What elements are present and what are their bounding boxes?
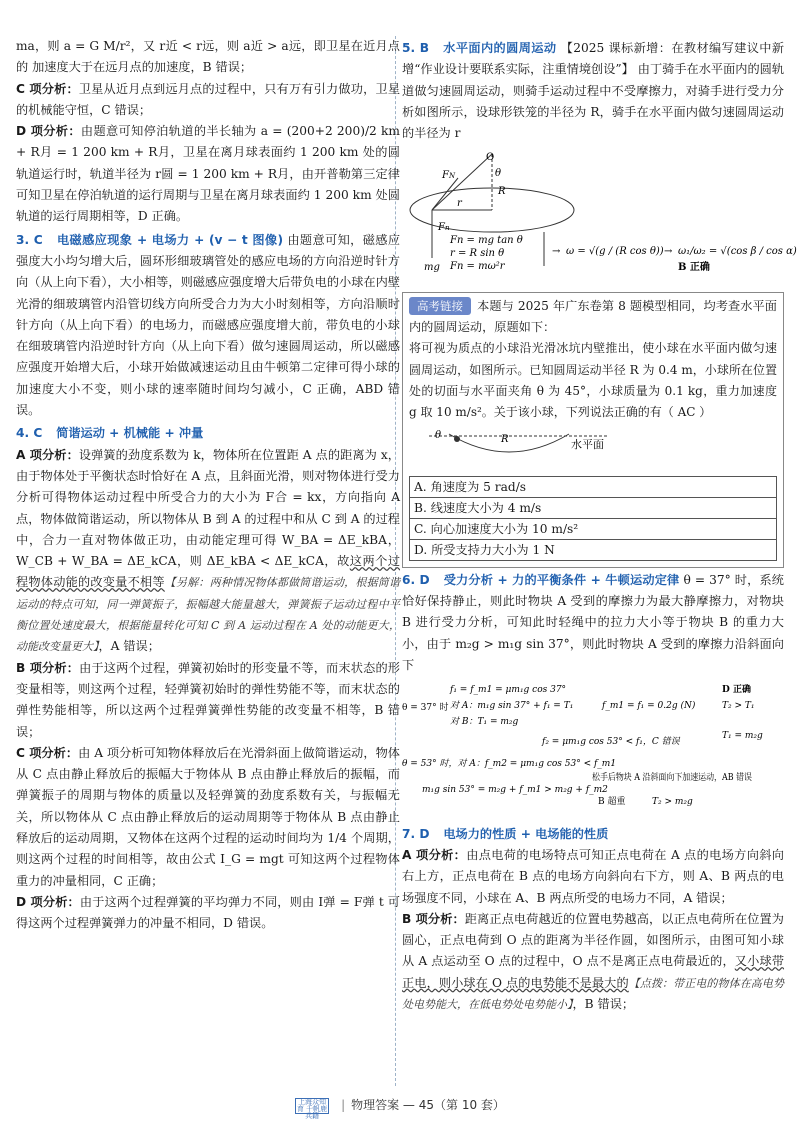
q5-number: 5. B	[402, 41, 430, 55]
q5-title: 水平面内的圆周运动	[443, 41, 557, 55]
q6-eq-h: B 超重	[598, 797, 626, 808]
q6-eq-b: 对 A：m₁g sin 37° + f₁ = T₁	[450, 701, 574, 712]
q5-tag: 【2025 课标新增：在教材编写建议中新增“作业设计要联系实际，注重情境创设”】	[402, 41, 785, 77]
q7-header	[402, 824, 784, 845]
q6-header	[402, 570, 784, 676]
q4-a-handwritten-note: 【另解：两种情况物体都做简谐运动，根据简谐运动的特点可知，同一弹簧振子，振幅越大能量越大，弹簧振子运动过程中平衡位置处速度最大，根据能量转化可知 C 到 A 运动过程在 A 处的动能更大，动能改变量更大】	[16, 576, 400, 654]
left-d-analysis: D 项分析：由题意可知停泊轨道的半长轴为 a = (200+2 200)/2 km + R月 = 1 200 km + R月，卫星在离月球表面约 1 200 km 处的圆轨道运行时，轨道半径为 r圆 = 1 200 km + R月，由开普勒第三定律可知卫星在停泊轨道的运行周期与卫星在离月球表面约 1 200 km 处圆轨道的运行周期相等，D 正确。	[16, 124, 400, 224]
q7-title: 电场力的性质 + 电场能的性质	[443, 826, 609, 841]
left-c-analysis: C 项分析：卫星从近月点到远月点的过程中，只有万有引力做功，卫星的机械能守恒，C 错误；	[16, 81, 401, 117]
q5-eq3: Fn = mω²r	[450, 261, 505, 273]
q6-eq-k: T₂ > T₁	[722, 701, 755, 712]
left-para-1: ma，则 a = G M/r²，又 r近 < r远，则 a近 > a远，即卫星在近月点的 加速度大于在远月点的加速度，B 错误；	[16, 39, 400, 75]
q5-text: 由丁骑手在水平面内的圆轨道做匀速圆周运动，则骑手运动过程中不受摩擦力，对骑手进行受力分析如图所示，设球形铁笼的半径为 R，骑手在水平面内做匀速圆周运动的半径为 r	[402, 62, 785, 141]
right-column	[402, 36, 797, 1015]
left-column	[16, 36, 400, 934]
q4-a-underline: 这两个过程物体动能的改变量不相等	[16, 554, 401, 590]
q6-eq-d: f_m1 = f₁ = 0.2g (N)	[602, 701, 696, 712]
label-theta: θ	[495, 168, 502, 180]
q3-header	[16, 230, 400, 422]
q6-eq-e: f₂ = μm₁g cos 53° < f₁，C 错误	[542, 737, 680, 748]
q7-b-analysis: B 项分析：距离正点电荷越近的位置电势越高，以正点电荷所在位置为圆心，正点电荷到 O 点的距离为半径作圆，如图所示，由图可知小球从 A 点运动至 O 点的过程中，O 点不是离正点电荷最近的，又小球带正电，则小球在 O 点的电势能不是最大的【点拨：带正电的物体在高电势处电势能大，在低电势处电势能小】，B 错误；	[402, 911, 785, 1012]
q4-header	[16, 423, 400, 444]
gaokao-option-d: D. 所受支持力大小为 1 N	[414, 542, 555, 557]
q7-number: 7. D	[402, 826, 430, 841]
label-theta2: θ	[435, 429, 442, 441]
q5-result: B 正确	[678, 262, 710, 274]
label-FN: FN	[442, 170, 456, 182]
q3-number: 3. C	[16, 232, 43, 247]
gaokao-options	[409, 476, 777, 561]
q6-text: θ = 37° 时，系统恰好保持静止，则此时物块 A 受到的摩擦力为最大静摩擦力，对物块 B 进行受力分析，可知此时轻绳中的拉力大小等于物块 B 的重力大小，由于 m₂g > m₁g sin 37°，则此时物块 A 受到的摩擦力沿斜面向下	[402, 572, 784, 673]
q6-flow-diagram	[402, 680, 784, 819]
q5-header	[402, 38, 784, 144]
footer-page-text: 物理答案 — 45（第 10 套）	[351, 1098, 505, 1112]
label-O: O	[486, 152, 495, 164]
q7-a-analysis: A 项分析：由点电荷的电场特点可知正点电荷在 A 点的电场方向斜向右上方，正点电荷在 B 点的电场方向斜向右下方，则 A、B 两点的电场强度不同，小球在 A、B 两点所受的电场力不同，A 错误；	[402, 847, 784, 905]
footer-separator: |	[341, 1098, 346, 1112]
ball	[454, 436, 460, 442]
q6-number: 6. D	[402, 572, 430, 587]
q6-eq-f: m₁g sin 53° = m₂g + f_m1 > m₂g + f_m2	[422, 785, 608, 796]
q4-a-analysis: A 项分析：设弹簧的劲度系数为 k，物体所在位置距 A 点的距离为 x，由于物体处于平衡状态时恰好在 A 点，且斜面光滑，则对物体进行受力分析可得物体运动过程中所受合力的大小为 F合 = kx，方向指向 A 点，物体做简谐运动，所以物体从 B 到 A 的过程中和从 C 到 A 的过程中，合力一直对物体做正功，由动能定理可得 W_BA = ΔE_kBA，W_CB + W_BA = ΔE_kCA，则 ΔE_kBA < ΔE_kCA，故这两个过程物体动能的改变量不相等【另解：两种情况物体都做简谐运动，根据简谐运动的特点可知，同一弹簧振子，振幅越大能量越大，弹簧振子运动过程中平衡位置处速度最大，根据能量转化可知 C 到 A 运动过程在 A 处的动能更大，动能改变量更大】，A 错误；	[16, 447, 401, 654]
q6-eq-l: T₁ = m₂g	[722, 731, 763, 742]
gaokao-option-a: A. 角速度为 5 rad/s	[410, 477, 776, 498]
q3-text: 由题意可知，磁感应强度大小均匀增大后，圆环形细玻璃管处的感应电场的方向沿逆时针方向（从上向下看），大小相等，则磁感应强度增大后带负电的小球在内壁光滑的细玻璃管内沿管切线方向所受合力为大小时刻相等，方向沿顺时针方向（从上向下看）的电场力，而磁感应强度增大前，带负电的小球在细玻璃管内沿逆时针方向（从上向下看）做匀速圆周运动，所以磁感应强度开始增大后，小球开始做减速运动且由牛顿第二定律可得小球的加速度大小不变，则小球的速率随时间均匀减小，C 正确，ABD 错误。	[16, 232, 401, 418]
q5-eq1: Fn = mg tan θ	[450, 235, 523, 247]
q4-title: 简谐运动 + 机械能 + 冲量	[56, 426, 204, 441]
q5-eq4: ω = √(g / (R cos θ))	[566, 246, 664, 258]
bowl-curve	[449, 434, 569, 452]
label-r: r	[457, 198, 462, 210]
arrow2: →	[664, 246, 673, 258]
label-R2: R	[501, 433, 509, 445]
gaokao-intro: 高考链接 本题与 2025 年广东卷第 8 题模型相同，均考查水平面内的圆周运动，原题如下：	[409, 298, 777, 335]
q4-c-analysis: C 项分析：由 A 项分析可知物体释放后在光滑斜面上做简谐运动，物体从 C 点由静止释放后的振幅大于物体从 B 点由静止释放后的振幅，而弹簧振子的周期与物体的质量以及轻弹簧的劲度系数有关，与振幅无关，所以物体从 C 点由静止释放后的运动周期等于物体从 B 点由静止释放后的运动周期，又物体在这两个过程的运动时间均为 1/4 个周期，则这两个过程的时间相等，故由公式 I_G = mgt 可知这两个过程物体重力的冲量相同，C 正确；	[16, 745, 400, 888]
q4-number: 4. C	[16, 426, 43, 441]
q4-d-analysis: D 项分析：由于这两个过程弹簧的平均弹力不同，则由 I弹 = F弹 t 可得这两个过程弹簧弹力的冲量不相同，D 错误。	[16, 894, 400, 931]
label-mg: mg	[424, 262, 440, 274]
q6-theta53: θ = 53° 时，对 A：f_m2 = μm₁g cos 53° < f_m1	[402, 759, 617, 770]
gaokao-bowl-figure	[409, 424, 649, 466]
q7-b-underline: 又小球带正电，则小球在 O 点的电势能不是最大的	[402, 954, 785, 990]
publisher-logo: 上海众知育 千帆鹿兵籍	[296, 1097, 328, 1120]
radius-line	[432, 152, 495, 210]
q5-eq5: ω₁/ω₂ = √(cos β / cos α)	[678, 246, 797, 258]
q4-b-analysis: B 项分析：由于这两个过程，弹簧初始时的形变量不等，而末状态的形变量相等，则这两个过程，轻弹簧初始时的弹性势能不等，而末状态的弹性势能相等，所以这两个过程弹簧弹性势能的改变量不相等，B 错误；	[16, 660, 400, 739]
q6-eq-a: f₁ = f_m1 = μm₁g cos 37°	[450, 685, 567, 696]
q6-eq-i: T₂ > m₂g	[652, 797, 693, 808]
gaokao-fig-label: 水平面	[571, 437, 604, 451]
gaokao-badge: 高考链接	[409, 297, 471, 315]
q6-eq-j: D 正确	[722, 685, 751, 696]
q5-eq2: r = R sin θ	[450, 248, 505, 260]
q6-title: 受力分析 + 力的平衡条件 + 牛顿运动定律	[443, 572, 680, 587]
label-Fn: Fn	[438, 222, 450, 234]
arrow1: →	[552, 246, 561, 258]
page-footer	[0, 1096, 800, 1120]
q5-force-diagram	[402, 148, 797, 287]
q6-eq-g: 松手后物块 A 沿斜面向下加速运动，AB 错误	[592, 773, 774, 784]
q6-diagram-svg	[402, 680, 784, 812]
label-R: R	[498, 186, 506, 198]
q5-diagram-svg	[402, 148, 797, 280]
gaokao-question: 将可视为质点的小球沿光滑冰坑内壁推出，使小球在水平面内做匀速圆周运动，如图所示。已知圆周运动半径 R 为 0.4 m，小球所在位置处的切面与水平面夹角 θ 为 45°，小球质量为 0.1 kg，重力加速度 g 取 10 m/s²。关于该小球，下列说法正确的有（ AC ）	[409, 341, 777, 420]
gaokao-option-b: B. 线速度大小为 4 m/s	[410, 498, 776, 519]
q6-eq-c: 对 B：T₁ = m₂g	[450, 717, 519, 728]
q6-theta37: θ = 37° 时	[402, 703, 449, 714]
q3-title: 电磁感应现象 + 电场力 + (v − t 图像)	[56, 232, 284, 247]
gaokao-link-box	[402, 292, 784, 568]
q7-b-handwritten-note: 【点拨：带正电的物体在高电势处电势能大，在低电势处电势能小】	[402, 976, 784, 1012]
gaokao-option-c: C. 向心加速度大小为 10 m/s²	[410, 519, 776, 540]
